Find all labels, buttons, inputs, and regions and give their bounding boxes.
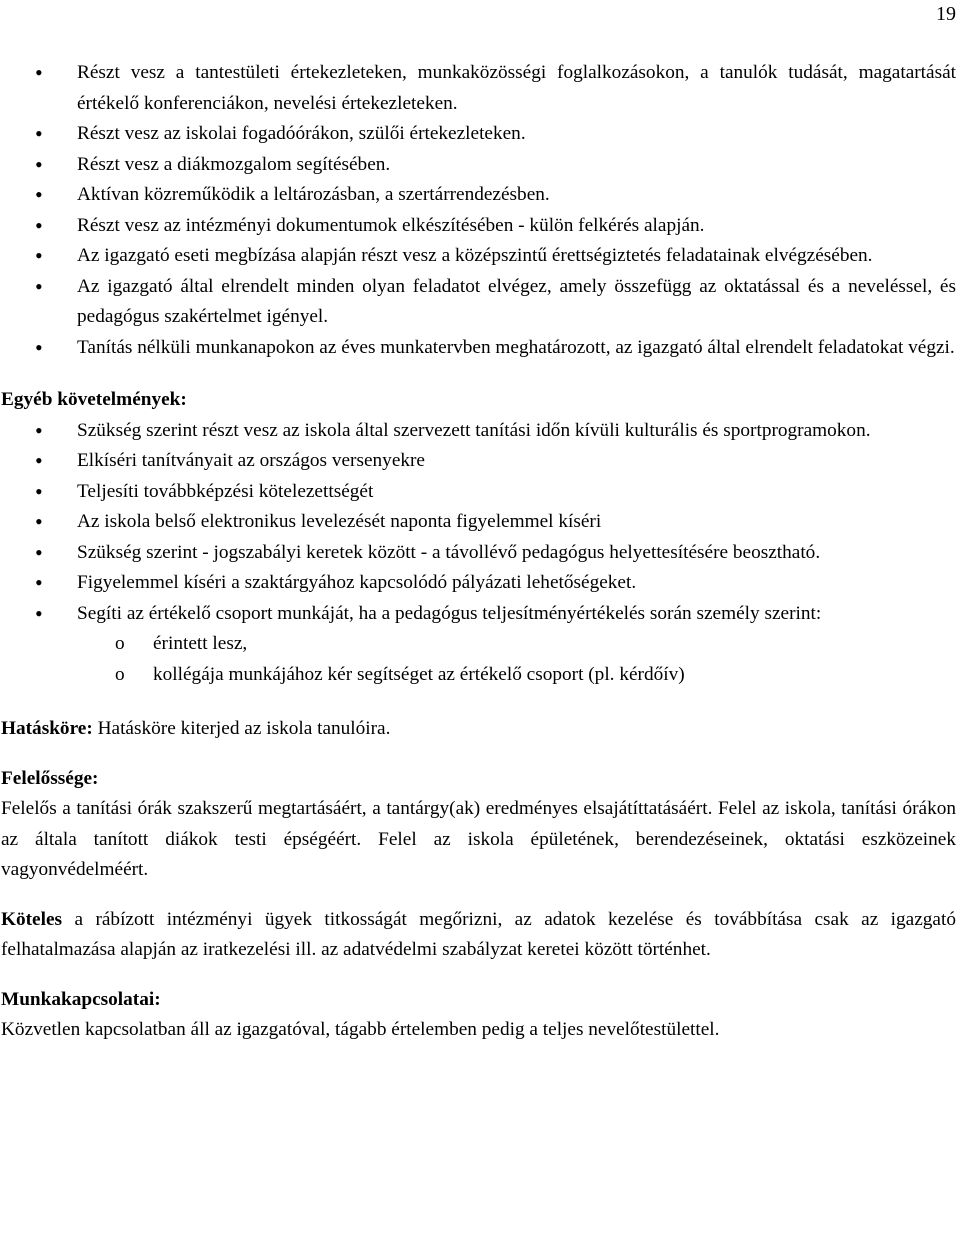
- list-item: • Figyelemmel kíséri a szaktárgyához kapcsolódó pályázati lehetőségeket.: [1, 568, 956, 599]
- list-item: • Részt vesz a tantestületi értekezleteken, munkaközösségi foglalkozásokon, a tanulók tudását, magatartását értékelő konferenciákon, nevelési értekezleteken.: [1, 58, 956, 119]
- document-body: [1, 58, 956, 1046]
- list-item-text: Segíti az értékelő csoport munkáját, ha a pedagógus teljesítményértékelés során személy szerint:: [77, 602, 822, 624]
- felelosseg-text: Felelős a tanítási órák szakszerű megtartásáért, a tantárgy(ak) eredményes elsajátíttatásáért. Felel az iskola, tanítási órákon az általa tanított diákok testi épségéért. Felel az iskola épületének, berendezéseinek, oktatási eszközeinek vagyonvédelméért.: [1, 798, 956, 880]
- sub-list-item: o érintett lesz,: [77, 629, 956, 660]
- list-item: • Szükség szerint - jogszabályi keretek között - a távollévő pedagógus helyettesítésére beosztható.: [1, 538, 956, 569]
- list-item: • Részt vesz a diákmozgalom segítésében.: [1, 150, 956, 181]
- list-item: • Tanítás nélküli munkanapokon az éves munkatervben meghatározott, az igazgató által elrendelt feladatokat végzi.: [1, 333, 956, 364]
- hataskor-paragraph: [1, 714, 956, 745]
- egyeb-heading: Egyéb követelmények:: [1, 389, 187, 410]
- munkakapcsolatai-heading: Munkakapcsolatai:: [1, 988, 161, 1010]
- page-number: 19: [936, 3, 956, 25]
- sub-list: [77, 629, 956, 690]
- list-item: • Az igazgató által elrendelt minden olyan feladatot elvégez, amely összefügg az oktatással és a neveléssel, és pedagógus szakértelmet igényel.: [1, 272, 956, 333]
- duties-list: [1, 58, 956, 363]
- list-item: • Elkíséri tanítványait az országos versenyekre: [1, 446, 956, 477]
- felelosseg-heading: Felelőssége:: [1, 767, 99, 789]
- list-item: • Szükség szerint részt vesz az iskola által szervezett tanítási időn kívüli kulturális és sportprogramokon.: [1, 416, 956, 447]
- list-item: • Az iskola belső elektronikus levelezését naponta figyelemmel kíséri: [1, 507, 956, 538]
- koteles-text: a rábízott intézményi ügyek titkosságát megőrizni, az adatok kezelése és továbbítása csak az igazgató felhatalmazása alapján az iratkezelési ill. az adatvédelmi szabályzat keretei között történhet.: [1, 908, 956, 960]
- list-item: • Aktívan közreműködik a leltározásban, a szertárrendezésben.: [1, 180, 956, 211]
- egyeb-list: [1, 416, 956, 691]
- koteles-label: Köteles: [1, 908, 63, 930]
- munkakapcsolatai-text: Közvetlen kapcsolatban áll az igazgatóval, tágabb értelemben pedig a teljes nevelőtestülettel.: [1, 1019, 720, 1040]
- list-item: • Részt vesz az intézményi dokumentumok elkészítésében - külön felkérés alapján.: [1, 211, 956, 242]
- sub-list-item: o kollégája munkájához kér segítséget az értékelő csoport (pl. kérdőív): [77, 660, 956, 691]
- list-item: [1, 599, 956, 691]
- hataskor-text: Hatásköre kiterjed az iskola tanulóira.: [92, 718, 391, 739]
- koteles-paragraph: [1, 905, 956, 966]
- list-item: • Teljesíti továbbképzési kötelezettségét: [1, 477, 956, 508]
- hataskor-label: Hatásköre:: [1, 718, 93, 739]
- list-item: • Részt vesz az iskolai fogadóórákon, szülői értekezleteken.: [1, 119, 956, 150]
- list-item: • Az igazgató eseti megbízása alapján részt vesz a középszintű érettségiztetés feladatainak elvégzésében.: [1, 241, 956, 272]
